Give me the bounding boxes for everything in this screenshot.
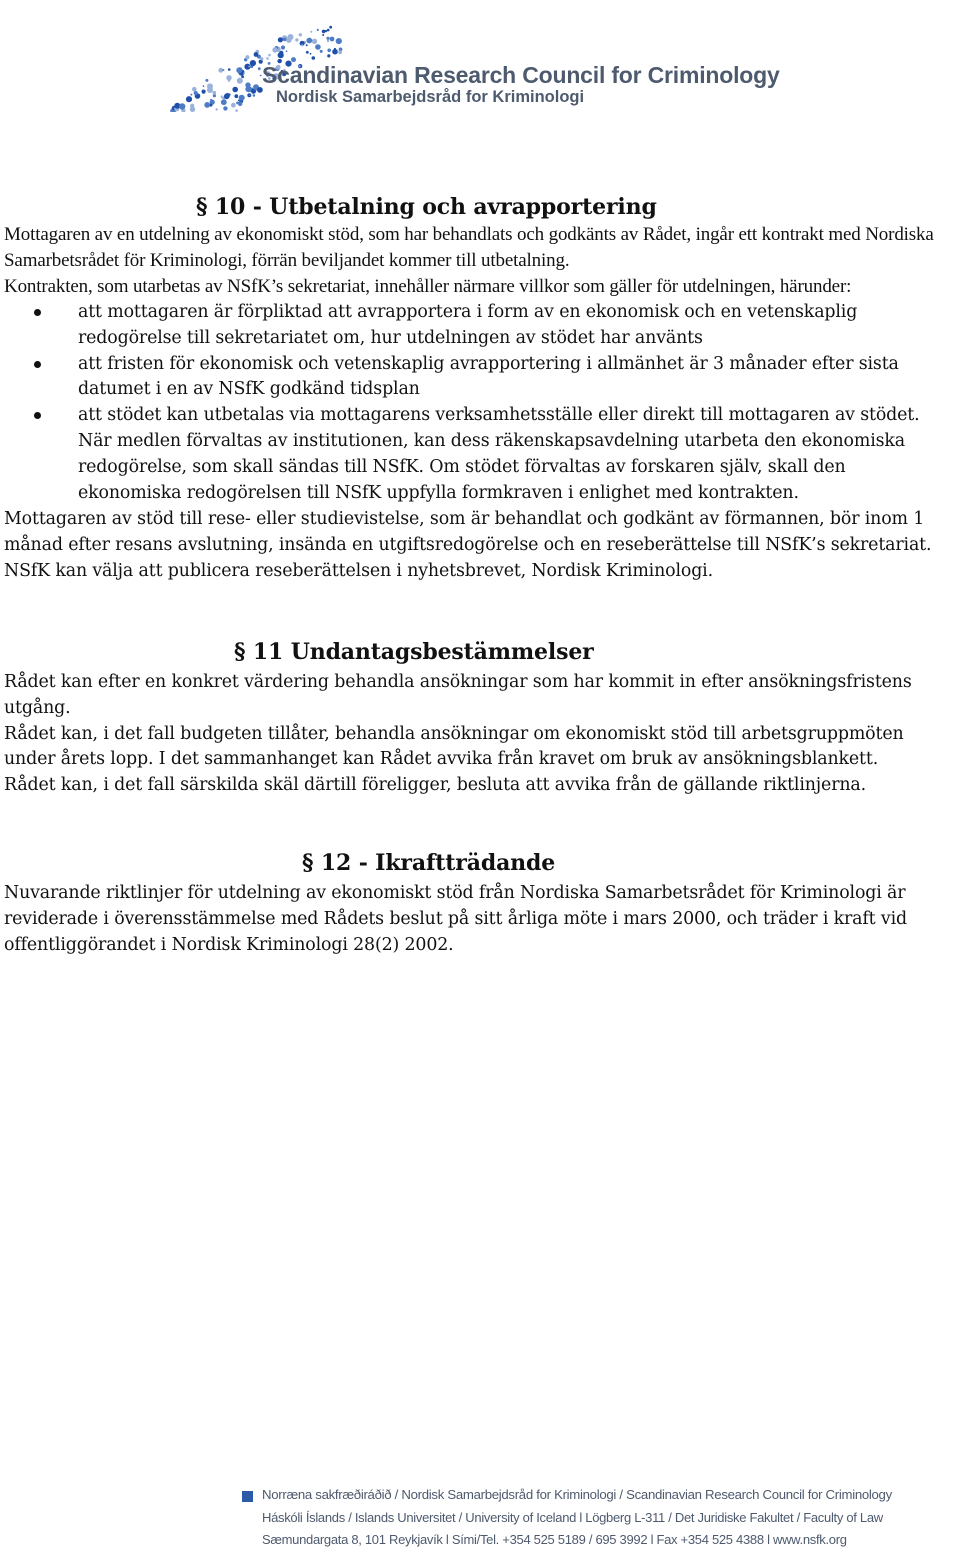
logo-dot [190, 104, 194, 108]
logo-dot [192, 87, 197, 92]
logo-dot [203, 85, 205, 87]
logo-dot [320, 50, 323, 53]
section-10-paragraph-1: Mottagaren av en utdelning av ekonomiskt stöd, som har behandlats och godkänts av Rådet, ingår ett kontrakt med Nordiska Samarbetsrådet för Kriminologi, förrän beviljandet kommer till utbetalning. [4, 224, 934, 271]
list-item [4, 403, 954, 507]
logo-dot [322, 30, 326, 34]
logo-dot [222, 69, 224, 71]
logo-dot [310, 31, 312, 33]
section-12-paragraph-1: Nuvarande riktlinjer för utdelning av ekonomiskt stöd från Nordiska Samarbetsrådet för Kriminologi är reviderade i överensstämmelse med Rådets beslut på sitt årliga möte i mars 2000, och träder i kraft vid offentliggörandet i Nordisk Kriminologi 28(2) 2002. [4, 883, 907, 956]
bullet-dot-icon [34, 361, 41, 368]
logo-dot [317, 29, 319, 31]
bullet-text: att fristen för ekonomisk och vetenskaplig avrapportering i allmänhet är 3 månader efter sista datumet i en av NSfK godkänd tidsplan [78, 353, 899, 400]
letterhead [0, 0, 960, 120]
org-name-english: Scandinavian Research Council for Criminology [262, 62, 780, 88]
logo-dot [330, 37, 335, 42]
logo-dot [236, 67, 242, 73]
logo-dot [327, 54, 330, 57]
section-10-title: § 10 - Utbetalning och avrapportering [196, 194, 657, 220]
bullet-dot-icon [34, 412, 41, 419]
logo-dot [226, 75, 231, 80]
logo-dot [286, 50, 288, 52]
logo-dot [260, 57, 263, 60]
bullet-dot-icon [34, 309, 41, 316]
logo-dot [272, 47, 277, 52]
logo-dot [266, 57, 269, 60]
logo-dot [249, 94, 251, 96]
logo-dot [268, 54, 271, 57]
logo-dot [186, 96, 192, 102]
section-12-title: § 12 - Ikraftträdande [302, 850, 556, 877]
logo-dot [179, 103, 185, 109]
logo-dot [221, 99, 227, 105]
logo-dot [213, 91, 217, 95]
logo-dot [229, 94, 231, 96]
logo-dot [334, 48, 336, 50]
logo-dot [306, 51, 309, 54]
footer-line-organisation: Norræna sakfræðiráðið / Nordisk Samarbejdsråd for Kriminologi / Scandinavian Research Council for Criminology [262, 1487, 892, 1502]
logo-dot [239, 95, 245, 101]
logo-dot [327, 40, 329, 42]
logo-dot [232, 87, 238, 93]
logo-dot [310, 53, 312, 55]
logo-dot [312, 39, 317, 44]
logo-dot [234, 94, 238, 98]
section-11-paragraph-1: Rådet kan efter en konkret värdering behandla ansökningar som har kommit in efter ansökningsfristens utgång. [4, 671, 912, 718]
document-body [4, 192, 954, 959]
logo-dot [258, 67, 261, 70]
logo-dot [306, 38, 312, 44]
logo-dot [243, 72, 245, 74]
logo-dot [327, 49, 331, 53]
logo-dot [190, 94, 192, 96]
footer-square-icon [242, 1491, 253, 1502]
section-11-title: § 11 Undantagsbestämmelser [234, 638, 594, 665]
logo-dot [213, 94, 216, 97]
logo-dot [338, 50, 342, 54]
logo-dot [237, 78, 243, 84]
logo-dot [283, 38, 287, 42]
section-11-paragraph-3: Rådet kan, i det fall särskilda skäl därtill föreligger, besluta att avvika från de gällande riktlinjerna. [4, 775, 867, 796]
section-11-paragraph-2: Rådet kan, i det fall budgeten tillåter, behandla ansökningar om ekonomiskt stöd till arbetsgruppmöten under årets lopp. I det sammanhanget kan Rådet avvika från kravet om bruk av ansökningsblankett. [4, 723, 904, 770]
bullet-text: att stödet kan utbetalas via mottagarens verksamhetsställe eller direkt till mottagaren av stödet. När medlen förvaltas av institutionen, kan dess räkenskapsavdelning utarbeta den ekonomiska redogörelse, som skall sändas till NSfK. Om stödet förvaltas av forskaren själv, skall den ekonomiska redogörelsen till NSfK uppfylla formkraven i enlighet med kontrakten. [78, 405, 920, 504]
logo-dot [326, 37, 329, 40]
logo-dot [204, 102, 210, 108]
logo-dot [278, 37, 283, 42]
logo-dot [241, 75, 244, 78]
bullet-text: att mottagaren är förpliktad att avrapportera i form av en ekonomisk och en vetenskaplig redogörelse till sekretariatet om, hur utdelningen av stödet har använts [78, 301, 858, 348]
footer-line-address: Sæmundargata 8, 101 Reykjavík l Sími/Tel. +354 525 5189 / 695 3992 l Fax +354 525 4388 l www.nsfk.org [262, 1532, 847, 1547]
logo-dot [202, 90, 206, 94]
logo-dot [312, 56, 316, 60]
logo-dot [336, 38, 342, 44]
logo-dot [248, 66, 250, 68]
logo-dot [205, 79, 208, 82]
org-name-nordic: Nordisk Samarbejdsråd for Kriminologi [276, 88, 585, 106]
logo-dot [224, 94, 230, 100]
logo-dot [327, 29, 330, 32]
logo-dot [254, 52, 259, 57]
logo-dot [281, 45, 285, 49]
logo-dot [278, 52, 284, 58]
logo-dot [286, 38, 291, 43]
logo-dot [236, 102, 239, 105]
logo-dot [301, 44, 303, 46]
logo-dot [250, 60, 256, 66]
logo-dot [216, 108, 218, 110]
footer-line-university: Háskóli Íslands / Islands Universitet / University of Iceland l Lögberg L-311 / Det Juridiske Fakultet / Faculty of Law [262, 1510, 883, 1525]
logo-dot [231, 103, 236, 108]
logo-dot [228, 68, 231, 71]
letterhead-footer [0, 1476, 960, 1552]
logo-dot [245, 86, 251, 92]
logo-dot [194, 91, 198, 95]
section-10-paragraph-2: Kontrakten, som utarbetas av NSfK’s sekretariat, innehåller närmare villkor som gäller för utdelningen, härunder: [4, 275, 852, 297]
logo-dot [235, 109, 238, 112]
logo-dot [306, 44, 308, 46]
logo-dot [329, 26, 332, 29]
logo-dot [315, 44, 321, 50]
list-item [4, 300, 954, 352]
logo-dot [253, 94, 256, 97]
logo-dot [221, 95, 223, 97]
section-10-bullet-list [4, 300, 954, 507]
logo-dot [238, 100, 240, 102]
logo-dot [207, 83, 213, 89]
logo-dot [223, 106, 227, 110]
logo-dot [295, 38, 298, 41]
logo-dot [322, 34, 324, 36]
section-10-closing-paragraph: Mottagaren av stöd till rese- eller studievistelse, som är behandlat och godkänt av förmannen, bör inom 1 månad efter resans avslutning, insända en utgiftsredogörelse och en reseberättelse till NSfK’s sekretariat. NSfK kan välja att publicera reseberättelsen i nyhetsbrevet, Nordisk Kriminologi. [4, 508, 932, 581]
list-item [4, 352, 954, 404]
logo-dot [245, 55, 249, 59]
logo-dot [299, 33, 302, 36]
